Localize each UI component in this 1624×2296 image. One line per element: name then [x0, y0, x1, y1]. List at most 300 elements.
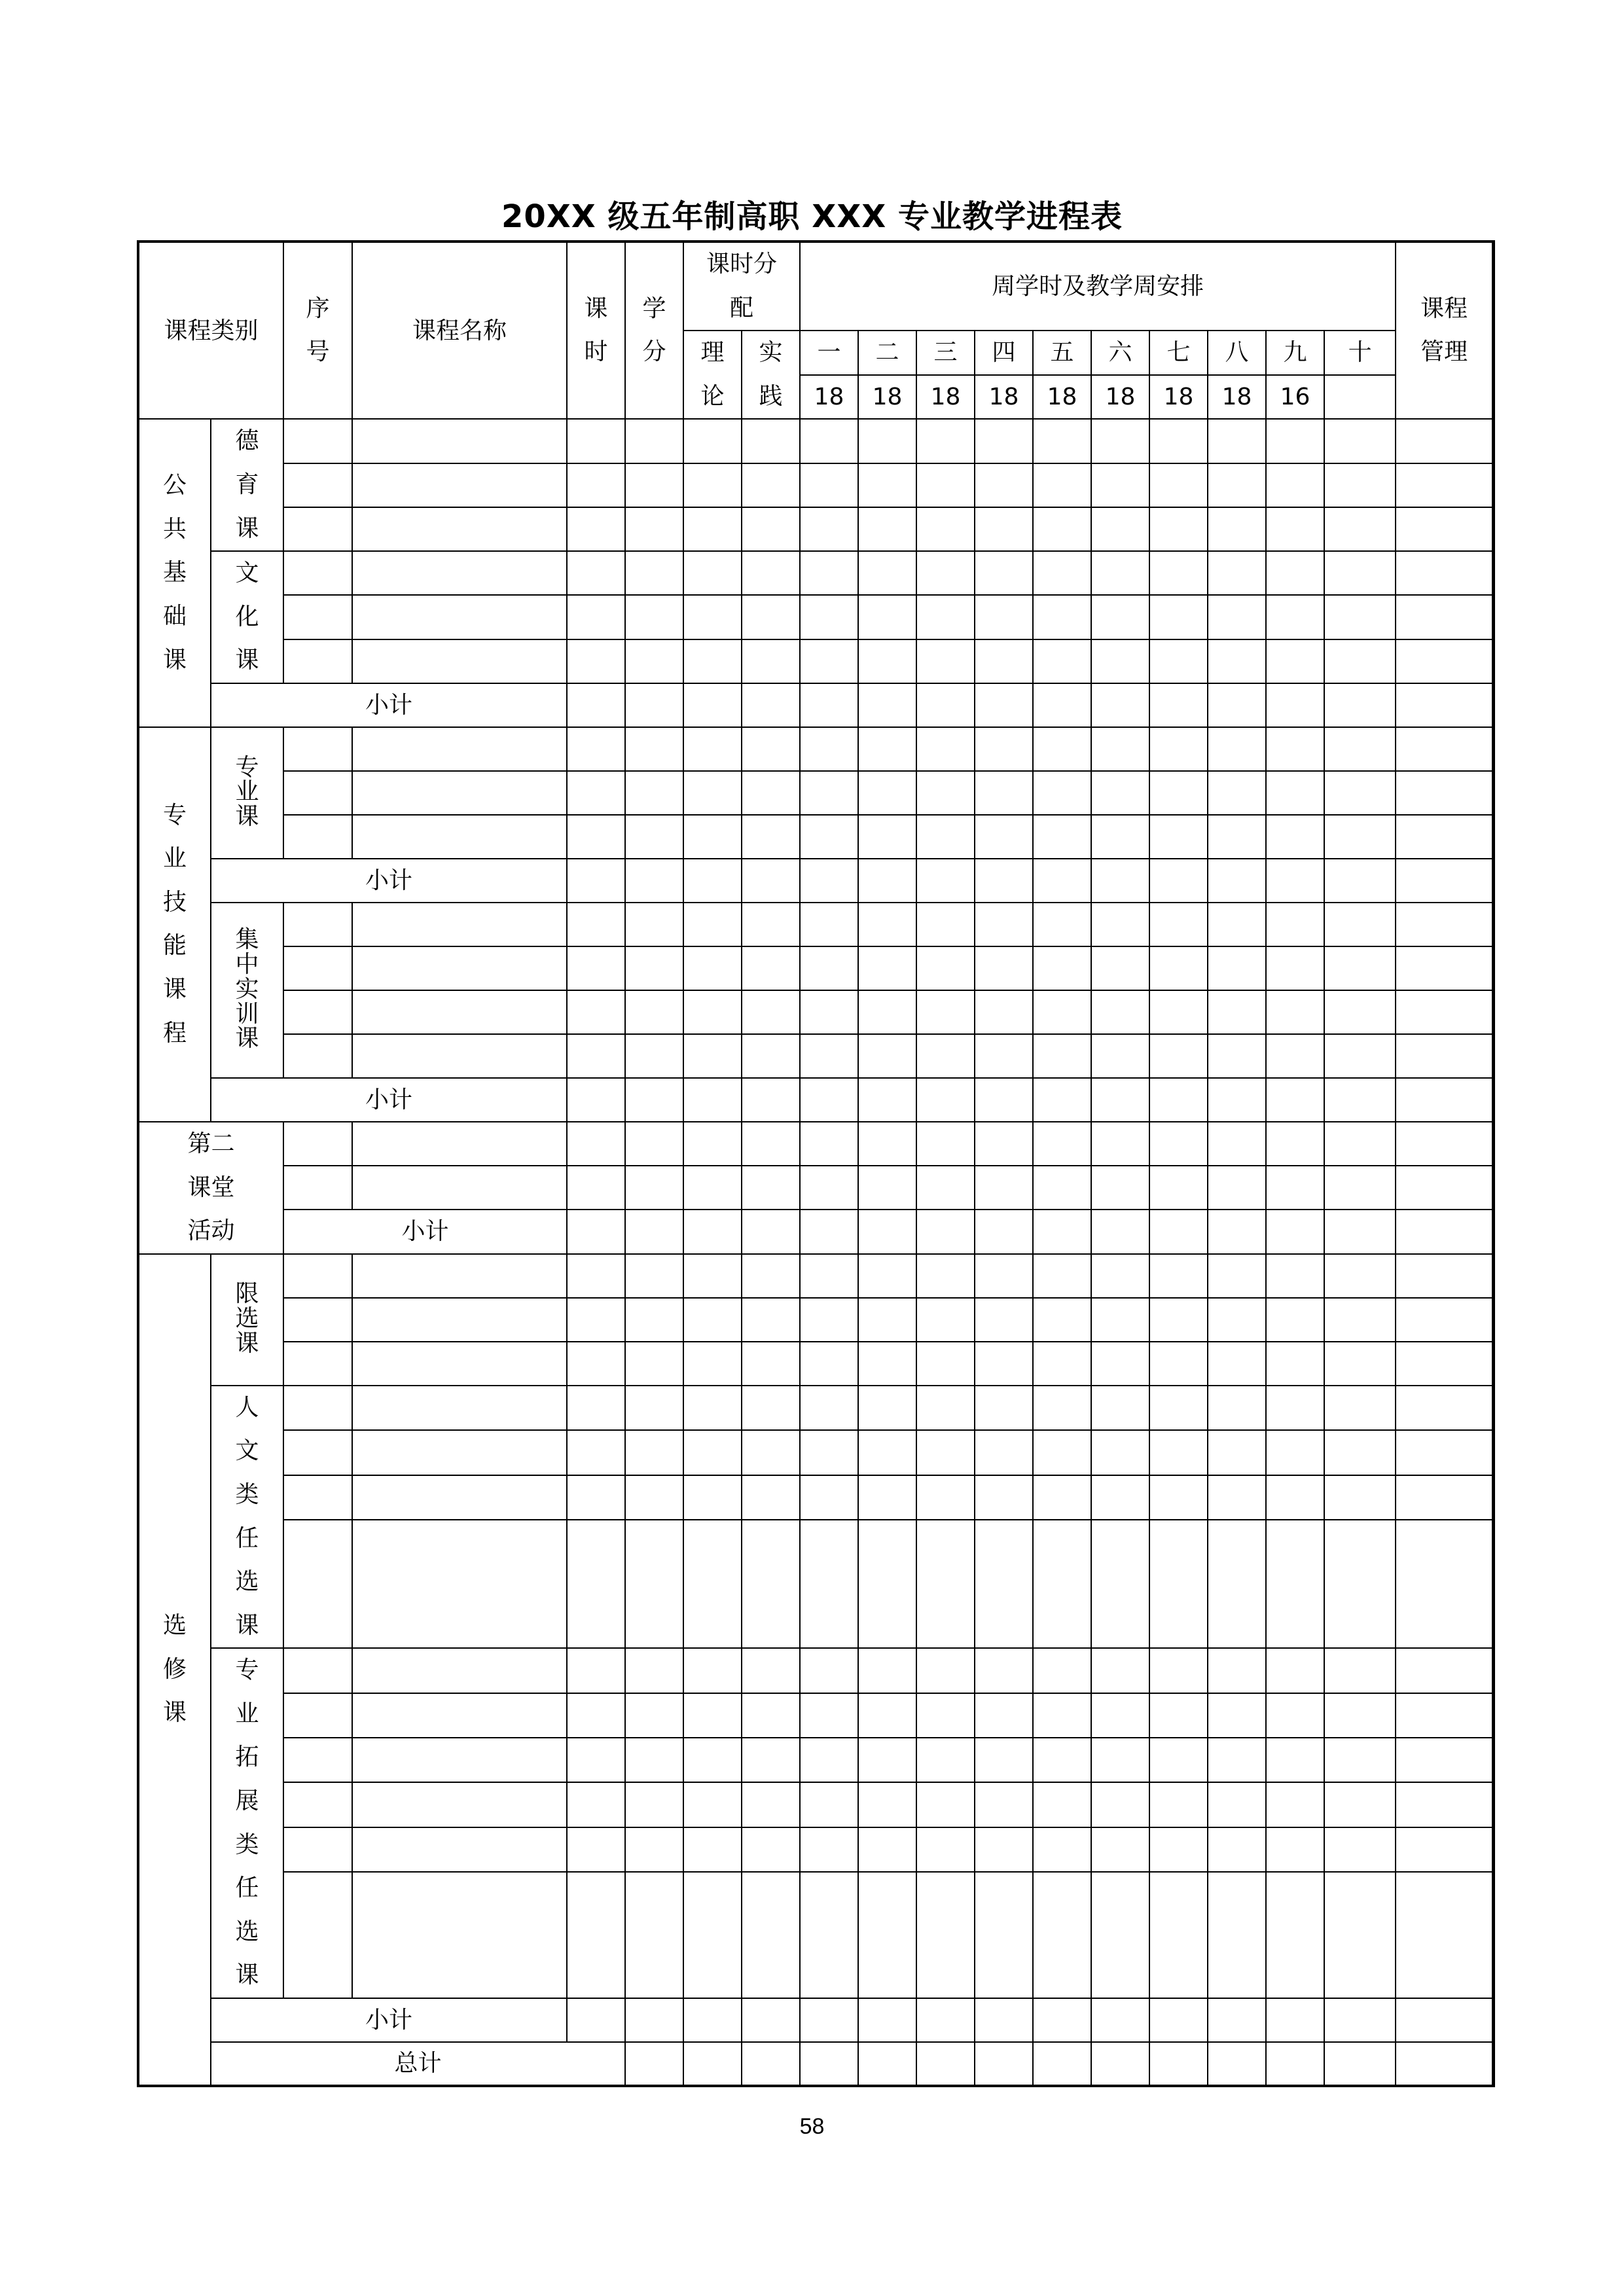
- empty-cell: [683, 815, 742, 859]
- empty-cell: [567, 815, 625, 859]
- weeks-8: 18: [1208, 375, 1266, 420]
- empty-cell: [1091, 419, 1149, 463]
- empty-cell: [683, 1648, 742, 1693]
- empty-cell: [567, 1166, 625, 1210]
- empty-cell: [352, 1782, 567, 1827]
- empty-cell: [1091, 463, 1149, 507]
- empty-cell: [975, 1078, 1033, 1122]
- empty-cell: [975, 419, 1033, 463]
- empty-cell: [1396, 990, 1492, 1034]
- empty-cell: [975, 507, 1033, 551]
- table-row: [138, 1475, 1494, 1520]
- table-row: [138, 1122, 1494, 1166]
- empty-cell: [1324, 683, 1396, 727]
- empty-cell: [916, 771, 975, 815]
- empty-cell: [683, 1998, 742, 2042]
- empty-cell: [975, 1827, 1033, 1872]
- empty-cell: [1149, 1078, 1208, 1122]
- empty-cell: [1208, 1693, 1266, 1738]
- empty-cell: [1396, 507, 1492, 551]
- empty-cell: [1396, 859, 1492, 903]
- empty-cell: [1033, 1520, 1091, 1648]
- empty-cell: [742, 1078, 800, 1122]
- table-row: [138, 903, 1494, 946]
- empty-cell: [283, 1298, 352, 1342]
- empty-cell: [916, 1872, 975, 1998]
- empty-cell: [567, 1254, 625, 1298]
- empty-cell: [916, 727, 975, 771]
- empty-cell: [800, 1430, 858, 1475]
- table-row: [138, 507, 1494, 551]
- empty-cell: [800, 1782, 858, 1827]
- header-seq: 序 号: [283, 242, 352, 419]
- empty-cell: [625, 1342, 683, 1386]
- empty-cell: [975, 771, 1033, 815]
- empty-cell: [1208, 1034, 1266, 1078]
- term-10: 十: [1324, 331, 1396, 375]
- empty-cell: [1091, 2042, 1149, 2086]
- empty-cell: [1396, 1475, 1492, 1520]
- empty-cell: [1033, 1782, 1091, 1827]
- empty-cell: [283, 771, 352, 815]
- empty-cell: [975, 903, 1033, 946]
- empty-cell: [1149, 946, 1208, 990]
- empty-cell: [1324, 551, 1396, 595]
- empty-cell: [1033, 1210, 1091, 1253]
- empty-cell: [1149, 1872, 1208, 1998]
- empty-cell: [625, 1738, 683, 1782]
- empty-cell: [742, 1998, 800, 2042]
- empty-cell: [625, 507, 683, 551]
- empty-cell: [858, 1342, 916, 1386]
- empty-cell: [352, 1122, 567, 1166]
- empty-cell: [1266, 1430, 1324, 1475]
- empty-cell: [283, 815, 352, 859]
- empty-cell: [1033, 683, 1091, 727]
- empty-cell: [1266, 2042, 1324, 2086]
- empty-cell: [283, 727, 352, 771]
- empty-cell: [1324, 507, 1396, 551]
- empty-cell: [975, 1298, 1033, 1342]
- empty-cell: [683, 771, 742, 815]
- empty-cell: [975, 551, 1033, 595]
- empty-cell: [1091, 1872, 1149, 1998]
- empty-cell: [858, 727, 916, 771]
- empty-cell: [1324, 771, 1396, 815]
- empty-cell: [1091, 1475, 1149, 1520]
- empty-cell: [800, 463, 858, 507]
- empty-cell: [567, 903, 625, 946]
- empty-cell: [1091, 946, 1149, 990]
- empty-cell: [1091, 1648, 1149, 1693]
- empty-cell: [1324, 1827, 1396, 1872]
- empty-cell: [1208, 419, 1266, 463]
- empty-cell: [1266, 639, 1324, 683]
- empty-cell: [1149, 1475, 1208, 1520]
- empty-cell: [1033, 859, 1091, 903]
- empty-cell: [1033, 903, 1091, 946]
- empty-cell: [1208, 1254, 1266, 1298]
- empty-cell: [916, 1998, 975, 2042]
- empty-cell: [1208, 815, 1266, 859]
- empty-cell: [1324, 1122, 1396, 1166]
- empty-cell: [1266, 1210, 1324, 1253]
- empty-cell: [683, 463, 742, 507]
- empty-cell: [352, 946, 567, 990]
- empty-cell: [742, 990, 800, 1034]
- empty-cell: [975, 946, 1033, 990]
- empty-cell: [1033, 1078, 1091, 1122]
- empty-cell: [916, 1034, 975, 1078]
- empty-cell: [975, 990, 1033, 1034]
- empty-cell: [1324, 1034, 1396, 1078]
- subtotal-label: 小计: [211, 683, 567, 727]
- empty-cell: [683, 727, 742, 771]
- empty-cell: [975, 595, 1033, 639]
- empty-cell: [352, 1693, 567, 1738]
- table-row: [138, 463, 1494, 507]
- empty-cell: [1033, 2042, 1091, 2086]
- empty-cell: [1208, 1648, 1266, 1693]
- empty-cell: [625, 1998, 683, 2042]
- term-3: 三: [916, 331, 975, 375]
- empty-cell: [1208, 1342, 1266, 1386]
- empty-cell: [283, 990, 352, 1034]
- empty-cell: [683, 1342, 742, 1386]
- empty-cell: [1266, 727, 1324, 771]
- empty-cell: [800, 1034, 858, 1078]
- empty-cell: [1208, 1298, 1266, 1342]
- empty-cell: [625, 903, 683, 946]
- empty-cell: [1396, 1298, 1492, 1342]
- empty-cell: [1266, 859, 1324, 903]
- empty-cell: [1324, 1298, 1396, 1342]
- empty-cell: [1091, 639, 1149, 683]
- empty-cell: [916, 1210, 975, 1253]
- empty-cell: [1324, 1693, 1396, 1738]
- term-2: 二: [858, 331, 916, 375]
- empty-cell: [1266, 1034, 1324, 1078]
- empty-cell: [683, 1078, 742, 1122]
- table-row: [138, 1827, 1494, 1872]
- empty-cell: [1149, 727, 1208, 771]
- empty-cell: [1324, 1342, 1396, 1386]
- empty-cell: [1324, 859, 1396, 903]
- empty-cell: [916, 1166, 975, 1210]
- empty-cell: [858, 639, 916, 683]
- empty-cell: [1033, 1693, 1091, 1738]
- empty-cell: [800, 1078, 858, 1122]
- empty-cell: [800, 727, 858, 771]
- table-row: [138, 1166, 1494, 1210]
- empty-cell: [1091, 1998, 1149, 2042]
- empty-cell: [800, 507, 858, 551]
- empty-cell: [1208, 1782, 1266, 1827]
- table-row: [138, 1298, 1494, 1342]
- empty-cell: [1208, 727, 1266, 771]
- header-row-1: [138, 242, 1494, 286]
- empty-cell: [1266, 551, 1324, 595]
- empty-cell: [975, 2042, 1033, 2086]
- empty-cell: [1266, 1078, 1324, 1122]
- empty-cell: [916, 1342, 975, 1386]
- weeks-5: 18: [1033, 375, 1091, 420]
- empty-cell: [683, 1475, 742, 1520]
- empty-cell: [975, 1520, 1033, 1648]
- empty-cell: [1033, 507, 1091, 551]
- empty-cell: [352, 551, 567, 595]
- empty-cell: [1396, 639, 1492, 683]
- table-row: [138, 419, 1494, 463]
- empty-cell: [283, 1782, 352, 1827]
- empty-cell: [975, 1782, 1033, 1827]
- empty-cell: [1266, 1298, 1324, 1342]
- empty-cell: [1266, 1520, 1324, 1648]
- empty-cell: [352, 727, 567, 771]
- empty-cell: [625, 1430, 683, 1475]
- empty-cell: [800, 1254, 858, 1298]
- empty-cell: [916, 1078, 975, 1122]
- empty-cell: [625, 1034, 683, 1078]
- empty-cell: [625, 727, 683, 771]
- empty-cell: [1208, 771, 1266, 815]
- empty-cell: [1091, 903, 1149, 946]
- empty-cell: [1396, 727, 1492, 771]
- empty-cell: [858, 1872, 916, 1998]
- empty-cell: [975, 639, 1033, 683]
- empty-cell: [625, 1475, 683, 1520]
- empty-cell: [742, 639, 800, 683]
- weeks-2: 18: [858, 375, 916, 420]
- empty-cell: [742, 1342, 800, 1386]
- table-row: [138, 946, 1494, 990]
- empty-cell: [742, 1430, 800, 1475]
- empty-cell: [1091, 683, 1149, 727]
- empty-cell: [1149, 419, 1208, 463]
- empty-cell: [1208, 1998, 1266, 2042]
- header-hours: 课 时: [567, 242, 625, 419]
- empty-cell: [916, 595, 975, 639]
- empty-cell: [352, 595, 567, 639]
- empty-cell: [975, 1872, 1033, 1998]
- empty-cell: [1208, 1210, 1266, 1253]
- empty-cell: [1091, 1430, 1149, 1475]
- empty-cell: [567, 1430, 625, 1475]
- subtotal-row: [138, 1998, 1494, 2042]
- empty-cell: [1149, 1254, 1208, 1298]
- empty-cell: [1208, 990, 1266, 1034]
- empty-cell: [1266, 507, 1324, 551]
- empty-cell: [352, 1738, 567, 1782]
- empty-cell: [567, 1693, 625, 1738]
- empty-cell: [1149, 1342, 1208, 1386]
- empty-cell: [567, 1475, 625, 1520]
- page-number: 58: [799, 2114, 825, 2139]
- empty-cell: [742, 1782, 800, 1827]
- empty-cell: [683, 595, 742, 639]
- empty-cell: [975, 1475, 1033, 1520]
- empty-cell: [742, 727, 800, 771]
- empty-cell: [1324, 1738, 1396, 1782]
- term-4: 四: [975, 331, 1033, 375]
- empty-cell: [800, 1342, 858, 1386]
- empty-cell: [1324, 1648, 1396, 1693]
- empty-cell: [1091, 1254, 1149, 1298]
- empty-cell: [283, 1693, 352, 1738]
- empty-cell: [1033, 1166, 1091, 1210]
- empty-cell: [975, 1166, 1033, 1210]
- table-row: [138, 1738, 1494, 1782]
- empty-cell: [800, 683, 858, 727]
- empty-cell: [1266, 419, 1324, 463]
- empty-cell: [858, 419, 916, 463]
- empty-cell: [1208, 683, 1266, 727]
- empty-cell: [352, 639, 567, 683]
- empty-cell: [1208, 1475, 1266, 1520]
- empty-cell: [800, 1386, 858, 1430]
- empty-cell: [283, 1254, 352, 1298]
- empty-cell: [567, 1298, 625, 1342]
- empty-cell: [1396, 1386, 1492, 1430]
- empty-cell: [683, 551, 742, 595]
- empty-cell: [352, 1648, 567, 1693]
- empty-cell: [1033, 1872, 1091, 1998]
- page-title: 20XX 级五年制高职 XXX 专业教学进程表: [501, 198, 1123, 235]
- empty-cell: [1149, 1298, 1208, 1342]
- empty-cell: [1149, 1738, 1208, 1782]
- empty-cell: [1208, 946, 1266, 990]
- empty-cell: [1033, 463, 1091, 507]
- empty-cell: [975, 727, 1033, 771]
- empty-cell: [1033, 990, 1091, 1034]
- empty-cell: [1149, 1827, 1208, 1872]
- empty-cell: [1149, 1210, 1208, 1253]
- empty-cell: [1208, 1166, 1266, 1210]
- empty-cell: [916, 903, 975, 946]
- empty-cell: [283, 1166, 352, 1210]
- empty-cell: [1396, 1122, 1492, 1166]
- empty-cell: [1033, 1430, 1091, 1475]
- empty-cell: [1266, 990, 1324, 1034]
- empty-cell: [283, 1430, 352, 1475]
- empty-cell: [742, 551, 800, 595]
- empty-cell: [1033, 1342, 1091, 1386]
- empty-cell: [283, 1648, 352, 1693]
- empty-cell: [742, 507, 800, 551]
- empty-cell: [858, 990, 916, 1034]
- empty-cell: [800, 1210, 858, 1253]
- empty-cell: [1033, 639, 1091, 683]
- category-professional: 专 业 技 能 课 程: [138, 727, 211, 1122]
- empty-cell: [742, 815, 800, 859]
- empty-cell: [975, 1122, 1033, 1166]
- empty-cell: [1149, 1430, 1208, 1475]
- empty-cell: [742, 1475, 800, 1520]
- empty-cell: [1091, 1738, 1149, 1782]
- subtotal-label: 小计: [211, 1078, 567, 1122]
- header-mgmt: 课程 管理: [1396, 242, 1492, 419]
- empty-cell: [683, 1827, 742, 1872]
- empty-cell: [1149, 463, 1208, 507]
- table-row: [138, 727, 1494, 771]
- empty-cell: [352, 990, 567, 1034]
- subtotal-label: 小计: [211, 859, 567, 903]
- term-1: 一: [800, 331, 858, 375]
- subcategory-culture: 文 化 课: [211, 551, 283, 683]
- empty-cell: [1091, 815, 1149, 859]
- empty-cell: [1033, 1254, 1091, 1298]
- empty-cell: [858, 507, 916, 551]
- empty-cell: [916, 1298, 975, 1342]
- header-alloc: 课时分 配: [683, 242, 800, 331]
- empty-cell: [352, 1254, 567, 1298]
- empty-cell: [567, 551, 625, 595]
- empty-cell: [800, 1872, 858, 1998]
- empty-cell: [625, 1693, 683, 1738]
- empty-cell: [683, 990, 742, 1034]
- empty-cell: [352, 903, 567, 946]
- empty-cell: [800, 1998, 858, 2042]
- empty-cell: [625, 1210, 683, 1253]
- empty-cell: [625, 771, 683, 815]
- empty-cell: [1033, 551, 1091, 595]
- empty-cell: [1324, 1386, 1396, 1430]
- empty-cell: [625, 1782, 683, 1827]
- empty-cell: [1033, 1475, 1091, 1520]
- empty-cell: [567, 419, 625, 463]
- empty-cell: [742, 903, 800, 946]
- empty-cell: [283, 1475, 352, 1520]
- empty-cell: [916, 507, 975, 551]
- empty-cell: [916, 1648, 975, 1693]
- subtotal-label: 小计: [283, 1210, 567, 1253]
- empty-cell: [1324, 727, 1396, 771]
- weeks-6: 18: [1091, 375, 1149, 420]
- empty-cell: [1266, 1342, 1324, 1386]
- teaching-plan-table: [137, 240, 1495, 2087]
- empty-cell: [567, 771, 625, 815]
- empty-cell: [1091, 507, 1149, 551]
- empty-cell: [683, 419, 742, 463]
- empty-cell: [352, 771, 567, 815]
- empty-cell: [975, 1386, 1033, 1430]
- empty-cell: [1149, 595, 1208, 639]
- empty-cell: [352, 1034, 567, 1078]
- empty-cell: [800, 419, 858, 463]
- empty-cell: [683, 1210, 742, 1253]
- empty-cell: [800, 815, 858, 859]
- empty-cell: [567, 1034, 625, 1078]
- empty-cell: [625, 639, 683, 683]
- empty-cell: [1149, 1034, 1208, 1078]
- empty-cell: [1091, 1034, 1149, 1078]
- empty-cell: [975, 859, 1033, 903]
- empty-cell: [1091, 1342, 1149, 1386]
- empty-cell: [683, 683, 742, 727]
- empty-cell: [800, 551, 858, 595]
- empty-cell: [975, 463, 1033, 507]
- empty-cell: [1396, 1034, 1492, 1078]
- empty-cell: [858, 1738, 916, 1782]
- empty-cell: [1324, 903, 1396, 946]
- empty-cell: [916, 551, 975, 595]
- empty-cell: [1091, 771, 1149, 815]
- empty-cell: [1396, 551, 1492, 595]
- empty-cell: [683, 946, 742, 990]
- empty-cell: [1149, 1998, 1208, 2042]
- header-weekly: 周学时及教学周安排: [800, 242, 1396, 331]
- empty-cell: [683, 1872, 742, 1998]
